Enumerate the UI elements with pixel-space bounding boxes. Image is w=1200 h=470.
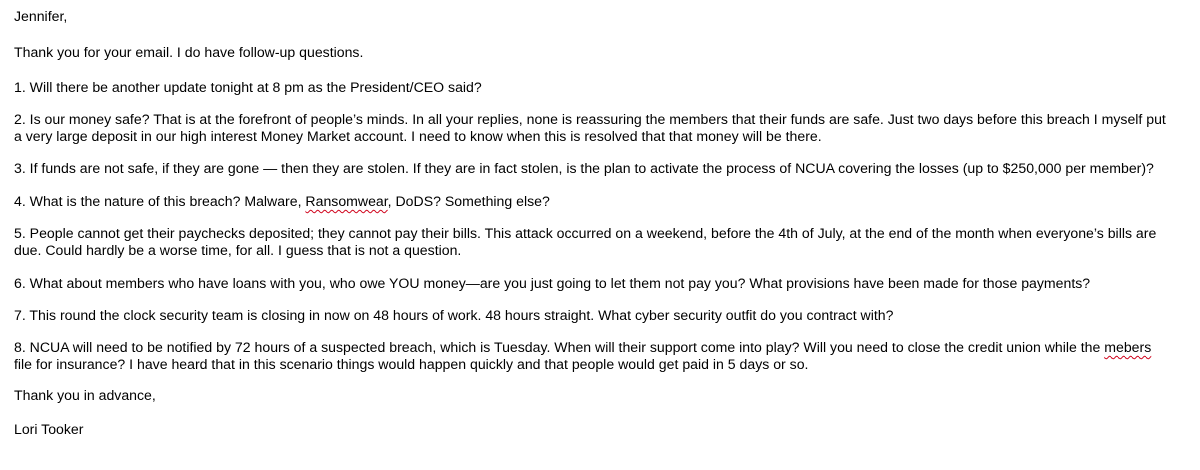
question-2-line-1: 2. Is our money safe? That is at the forefront of people’s minds. In all your replies, none is reassuring the members that their funds are safe. Just two days before this breach I myself put [14,111,1166,127]
intro-paragraph: Thank you for your email. I do have follow-up questions. [14,44,364,60]
question-4-text-start: 4. What is the nature of this breach? Malware, [14,193,306,209]
question-2-line-2: a very large deposit in our high interest Money Market account. I need to know when this is resolved that that money will be there. [14,128,822,144]
question-5-line-1: 5. People cannot get their paychecks deposited; they cannot pay their bills. This attack occurred on a weekend, before the 4th of July, at the end of the month when everyone’s bills are [14,225,1157,241]
question-8-line-2: file for insurance? I have heard that in this scenario things would happen quickly and that people would get paid in 5 days or so. [14,356,809,372]
question-6: 6. What about members who have loans with you, who owe YOU money—are you just going to let them not pay you? What provisions have been made for those payments? [14,275,1091,291]
salutation: Jennifer, [14,8,68,24]
question-4-text-end: , DoDS? Something else? [387,193,550,209]
question-1: 1. Will there be another update tonight at 8 pm as the President/CEO said? [14,79,482,95]
question-4 [14,192,550,210]
misspelled-word-mebers[interactable]: mebers [1104,339,1152,355]
closing: Thank you in advance, [14,387,156,403]
question-5-line-2: due. Could hardly be a worse time, for all. I guess that is not a question. [14,242,462,258]
question-8-text-start: 8. NCUA will need to be notified by 72 hours of a suspected breach, which is Tuesday. When will their support come into play? Will you need to close the credit union while the [14,339,1105,355]
question-7: 7. This round the clock security team is closing in now on 48 hours of work. 48 hours straight. What cyber security outfit do you contract with? [14,307,894,323]
misspelled-word-ransomwear[interactable]: Ransomwear [305,193,388,209]
question-3: 3. If funds are not safe, if they are gone — then they are stolen. If they are in fact stolen, is the plan to activate the process of NCUA covering the losses (up to $250,000 per member)? [14,160,1154,176]
question-8-line-1 [14,338,1151,356]
signature: Lori Tooker [14,421,84,437]
